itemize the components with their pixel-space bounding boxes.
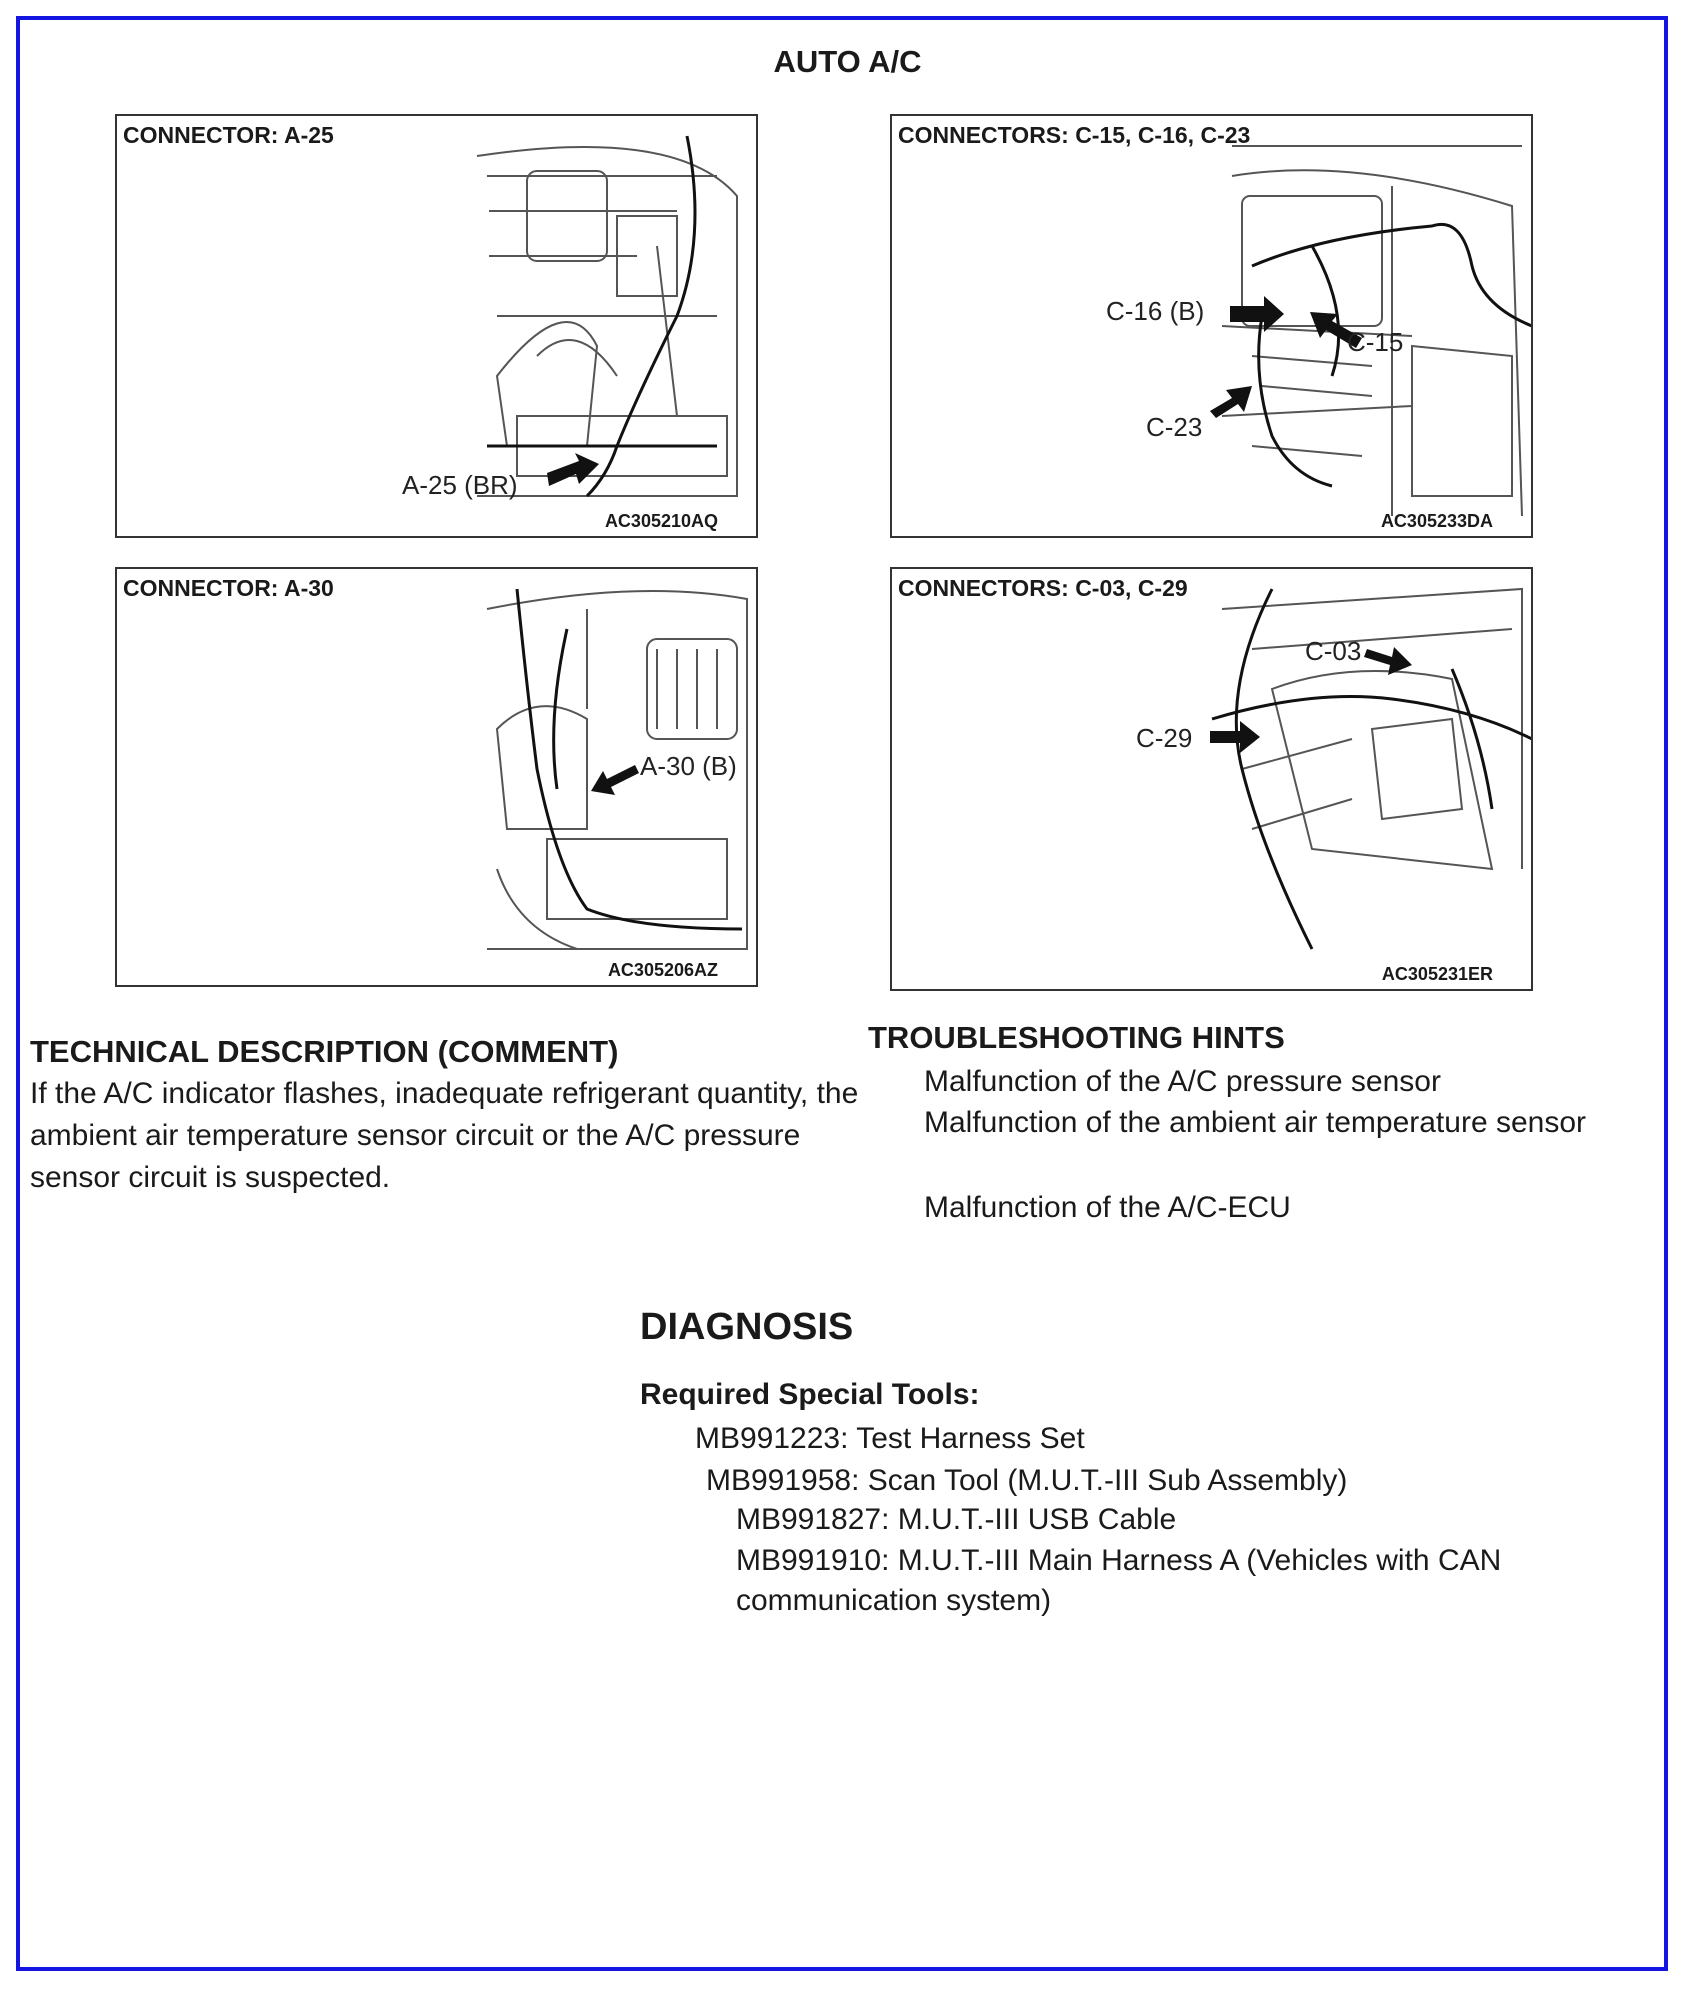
figure-code: AC305206AZ [607,960,718,980]
hint-item: Malfunction of the ambient air temperature sensor [924,1106,1587,1139]
dashboard-illustration [892,569,1533,991]
callout-c03: C-03 [1305,636,1362,666]
figure-connectors-c15-c16-c23 [890,114,1533,538]
callout-c16: C-16 (B) [1106,296,1205,326]
hint-item: Malfunction of the A/C pressure sensor [924,1065,1441,1098]
tool-item: MB991223: Test Harness Set [695,1422,1085,1455]
required-tools-heading: Required Special Tools: [640,1378,980,1411]
callout-c15: C-15 [1347,327,1404,357]
figure-title: CONNECTOR: A-25 [123,122,334,148]
figure-connector-a30 [115,567,758,987]
callout-a25: A-25 (BR) [402,470,518,500]
tool-item: MB991827: M.U.T.-III USB Cable [736,1503,1177,1536]
hint-item: Malfunction of the A/C-ECU [924,1191,1291,1224]
page-title: AUTO A/C [773,44,922,79]
diagnosis-title: DIAGNOSIS [640,1306,854,1348]
figure-title: CONNECTORS: C-03, C-29 [898,575,1188,601]
callout-a30: A-30 (B) [640,751,737,781]
technical-description-heading: TECHNICAL DESCRIPTION (COMMENT) [30,1034,619,1069]
figure-title: CONNECTOR: A-30 [123,575,334,601]
figure-code: AC305210AQ [604,511,718,531]
troubleshooting-hints-heading: TROUBLESHOOTING HINTS [868,1020,1285,1055]
callout-c23: C-23 [1146,412,1203,442]
figure-title: CONNECTORS: C-15, C-16, C-23 [898,122,1251,148]
figure-connectors-c03-c29 [890,567,1533,991]
figure-code: AC305231ER [1381,964,1493,984]
callout-c29: C-29 [1136,723,1193,753]
tool-item: MB991910: M.U.T.-III Main Harness A (Vehicles with CAN communication system) [736,1544,1502,1617]
figure-connector-a25 [115,114,758,538]
dashboard-illustration [892,116,1533,538]
tool-item: MB991958: Scan Tool (M.U.T.-III Sub Assembly) [706,1464,1348,1497]
technical-description-text: If the A/C indicator flashes, inadequate refrigerant quantity, the ambient air temperature sensor circuit or the A/C pressure sensor circuit is suspected. [30,1077,859,1194]
figure-code: AC305233DA [1380,511,1493,531]
